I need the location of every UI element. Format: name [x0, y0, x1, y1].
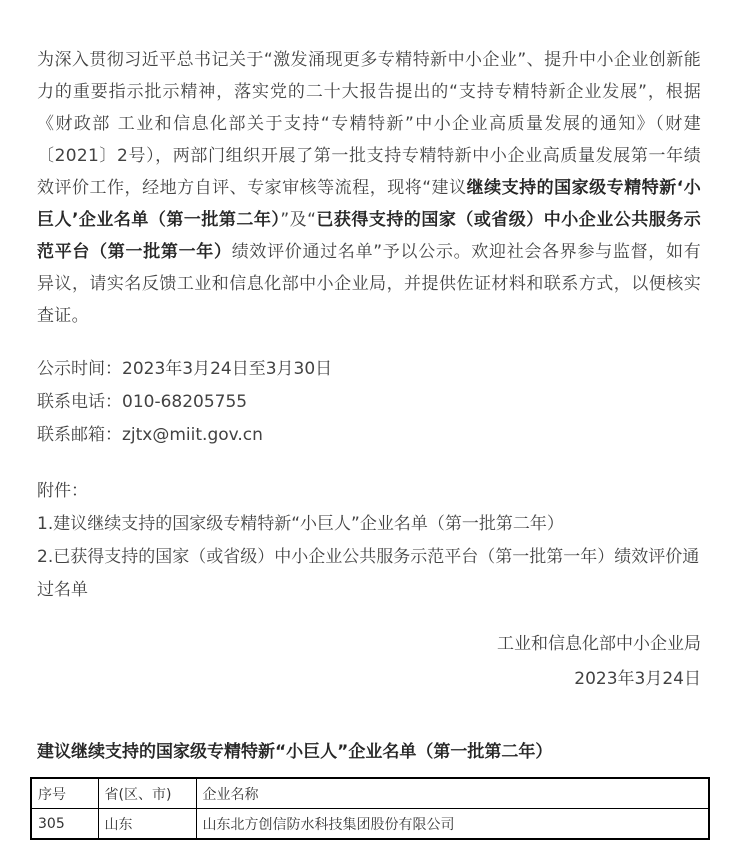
signature-date: 2023年3月24日 — [574, 669, 701, 689]
contact-phone-line: 联系电话：010-68205755 — [37, 392, 248, 412]
attachments-block — [37, 475, 701, 607]
cell-province: 山东 — [98, 809, 196, 840]
attachment-item-1: 1.建议继续支持的国家级专精特新“小巨人”企业名单（第一批第二年） — [37, 514, 564, 534]
notice-paragraph-segment: 绩效评价通过名单”予以公示。欢迎社会各界参与监督，如有异议，请实名反馈工业和信息化部中小企业局，并提供佐证材料和联系方式，以便核实查证。 — [37, 242, 701, 326]
column-header-serial: 序号 — [31, 778, 98, 809]
signature-block — [37, 627, 701, 697]
notice-paragraph-bold-segment: 继续支持的国家级专精特新‘小巨人’企业名单（第一批第二年） — [37, 178, 701, 230]
table-title: 建议继续支持的国家级专精特新“小巨人”企业名单（第一批第二年） — [37, 742, 553, 762]
contact-email-line: 联系邮箱：zjtx@miit.gov.cn — [37, 425, 263, 445]
notice-paragraph — [37, 44, 701, 332]
signature-org: 工业和信息化部中小企业局 — [497, 634, 701, 654]
notice-paragraph-bold-segment: 已获得支持的国家（或省级）中小企业公共服务示范平台（第一批第一年） — [37, 210, 701, 262]
table-header-row — [31, 778, 709, 809]
cell-company: 山东北方创信防水科技集团股份有限公司 — [196, 809, 709, 840]
enterprise-table — [30, 777, 710, 840]
notice-paragraph-segment: 为深入贯彻习近平总书记关于“激发涌现更多专精特新中小企业”、提升中小企业创新能力的重要指示批示精神，落实党的二十大报告提出的“支持专精特新企业发展”，根据《财政部 工业和信息化部关于支持“专精特新”中小企业高质量发展的通知》（财建〔2021〕2号），两部门组织开展了第一批支持专精特新中小企业高质量发展第一年绩效评价工作，经地方自评、专家审核等流程，现将“建议 — [37, 50, 701, 198]
notice-paragraph-segment: ”及“ — [280, 210, 317, 230]
contact-block — [37, 353, 701, 452]
column-header-province: 省(区、市) — [98, 778, 196, 809]
attachments-heading: 附件： — [37, 481, 88, 501]
publicity-time-line: 公示时间：2023年3月24日至3月30日 — [37, 359, 333, 379]
column-header-company: 企业名称 — [196, 778, 709, 809]
attachment-item-2: 2.已获得支持的国家（或省级）中小企业公共服务示范平台（第一批第一年）绩效评价通过名单 — [37, 547, 700, 600]
table-row — [31, 809, 709, 840]
cell-serial: 305 — [31, 809, 98, 840]
